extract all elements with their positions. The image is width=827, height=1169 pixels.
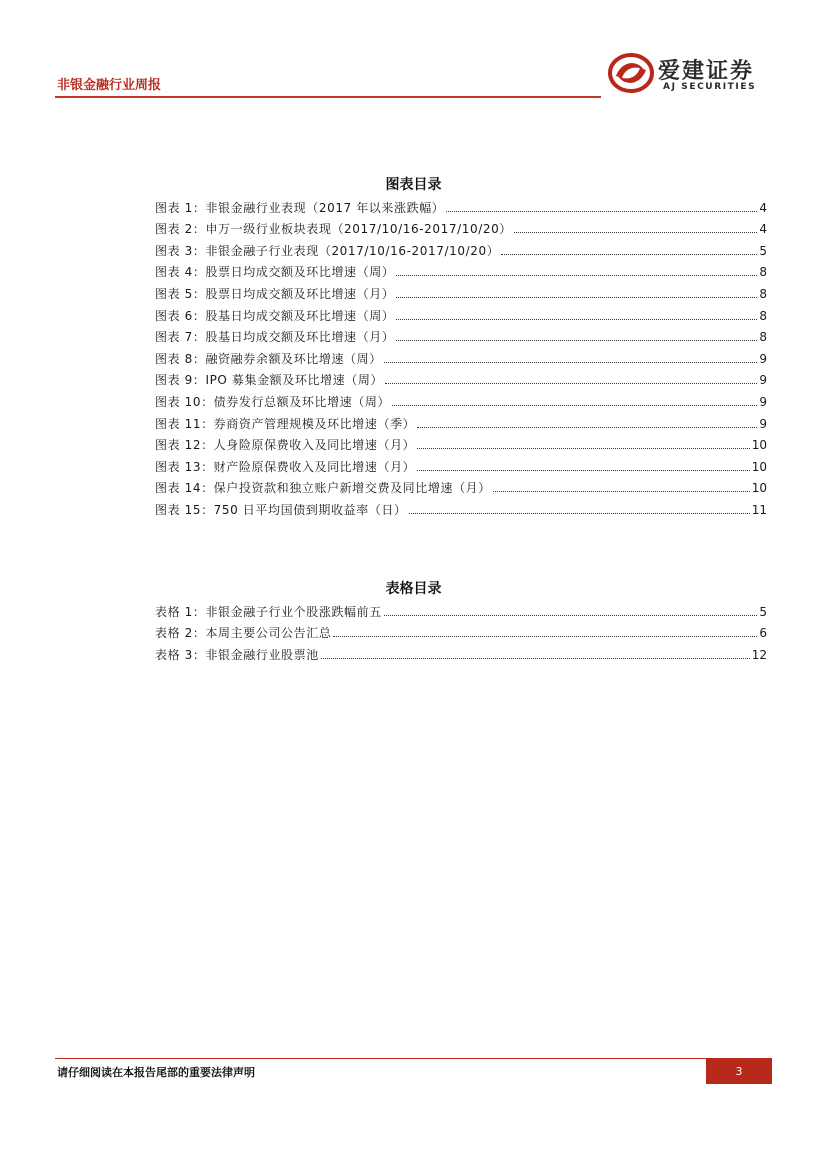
toc-entry-label: 图表 2：申万一级行业板块表现（2017/10/16-2017/10/20） <box>155 222 512 237</box>
toc-entry-label: 表格 3：非银金融行业股票池 <box>155 647 319 662</box>
toc-entry-page: 5 <box>759 604 767 619</box>
dot-leader <box>385 383 757 384</box>
toc-entry-label: 图表 6：股基日均成交额及环比增速（周） <box>155 308 395 323</box>
toc-entry-page: 8 <box>759 308 767 323</box>
toc-entry-page: 9 <box>759 351 767 366</box>
page-number: 3 <box>735 1064 743 1078</box>
toc-entry[interactable] <box>155 323 767 345</box>
dot-leader <box>384 615 758 616</box>
toc-entry[interactable] <box>155 258 767 280</box>
toc-entry-page: 11 <box>751 502 767 517</box>
toc-entry-page: 9 <box>759 416 767 431</box>
toc-entry-page: 12 <box>751 647 767 662</box>
toc-entry-page: 10 <box>751 459 767 474</box>
dot-leader <box>392 405 757 406</box>
dot-leader <box>417 448 749 449</box>
toc-entry-page: 8 <box>759 286 767 301</box>
toc-entry-page: 9 <box>759 394 767 409</box>
tables-toc-list <box>155 597 767 662</box>
dot-leader <box>417 470 749 471</box>
toc-entry-page: 10 <box>751 438 767 453</box>
dot-leader <box>396 319 757 320</box>
toc-entry-label: 图表 9：IPO 募集金额及环比增速（周） <box>155 373 384 388</box>
toc-entry-label: 图表 4：股票日均成交额及环比增速（周） <box>155 265 395 280</box>
toc-entry-page: 4 <box>759 222 767 237</box>
dot-leader <box>384 362 758 363</box>
toc-entry-label: 图表 7：股基日均成交额及环比增速（月） <box>155 330 395 345</box>
dot-leader <box>333 636 757 637</box>
toc-entry-label: 表格 2：本周主要公司公告汇总 <box>155 626 332 641</box>
aj-logo-icon <box>608 52 654 94</box>
legal-disclaimer-notice: 请仔细阅读在本报告尾部的重要法律声明 <box>57 1066 255 1079</box>
toc-entry-label: 图表 11：券商资产管理规模及环比增速（季） <box>155 416 416 431</box>
header-divider <box>55 96 601 98</box>
figures-toc-title: 图表目录 <box>385 177 442 193</box>
dot-leader <box>417 427 757 428</box>
toc-entry-page: 8 <box>759 265 767 280</box>
footer-divider <box>55 1058 710 1059</box>
dot-leader <box>321 658 750 659</box>
toc-entry-label: 图表 1：非银金融行业表现（2017 年以来涨跌幅） <box>155 200 445 215</box>
dot-leader <box>501 254 757 255</box>
toc-entry-label: 图表 12：人身险原保费收入及同比增速（月） <box>155 438 416 453</box>
dot-leader <box>396 275 757 276</box>
logo-english-name: AJ SECURITIES <box>663 82 757 92</box>
toc-entry[interactable] <box>155 279 767 301</box>
toc-entry-page: 5 <box>759 243 767 258</box>
toc-entry[interactable] <box>155 409 767 431</box>
dot-leader <box>396 340 757 341</box>
toc-entry-label: 图表 14：保户投资款和独立账户新增交费及同比增速（月） <box>155 481 491 496</box>
toc-entry-page: 4 <box>759 200 767 215</box>
toc-entry[interactable] <box>155 366 767 388</box>
toc-entry-label: 图表 8：融资融券余额及环比增速（周） <box>155 351 382 366</box>
tables-toc-title: 表格目录 <box>385 581 442 597</box>
toc-entry-label: 图表 3：非银金融子行业表现（2017/10/16-2017/10/20） <box>155 243 500 258</box>
dot-leader <box>514 232 757 233</box>
toc-entry[interactable] <box>155 387 767 409</box>
toc-entry[interactable] <box>155 193 767 215</box>
toc-entry[interactable] <box>155 597 767 619</box>
toc-entry[interactable] <box>155 236 767 258</box>
toc-entry[interactable] <box>155 431 767 453</box>
toc-entry-label: 图表 13：财产险原保费收入及同比增速（月） <box>155 459 416 474</box>
toc-entry-label: 表格 1：非银金融子行业个股涨跌幅前五 <box>155 604 382 619</box>
toc-entry[interactable] <box>155 215 767 237</box>
toc-entry-label: 图表 5：股票日均成交额及环比增速（月） <box>155 286 395 301</box>
dot-leader <box>493 491 750 492</box>
toc-entry[interactable] <box>155 640 767 662</box>
toc-entry-page: 6 <box>759 626 767 641</box>
figures-toc-list <box>155 193 767 517</box>
toc-entry-page: 10 <box>751 481 767 496</box>
dot-leader <box>409 513 750 514</box>
toc-entry-page: 8 <box>759 330 767 345</box>
toc-entry[interactable] <box>155 344 767 366</box>
toc-entry[interactable] <box>155 301 767 323</box>
toc-entry-label: 图表 10：债券发行总额及环比增速（周） <box>155 394 391 409</box>
toc-entry[interactable] <box>155 619 767 641</box>
dot-leader <box>396 297 757 298</box>
dot-leader <box>446 211 757 212</box>
toc-entry[interactable] <box>155 452 767 474</box>
report-type-title: 非银金融行业周报 <box>57 78 162 93</box>
toc-entry-label: 图表 15：750 日平均国债到期收益率（日） <box>155 502 407 517</box>
company-logo <box>608 52 768 96</box>
logo-chinese-name: 爱建证券 <box>658 59 755 84</box>
toc-entry[interactable] <box>155 474 767 496</box>
page-number-badge <box>706 1058 772 1084</box>
toc-entry[interactable] <box>155 495 767 517</box>
toc-entry-page: 9 <box>759 373 767 388</box>
